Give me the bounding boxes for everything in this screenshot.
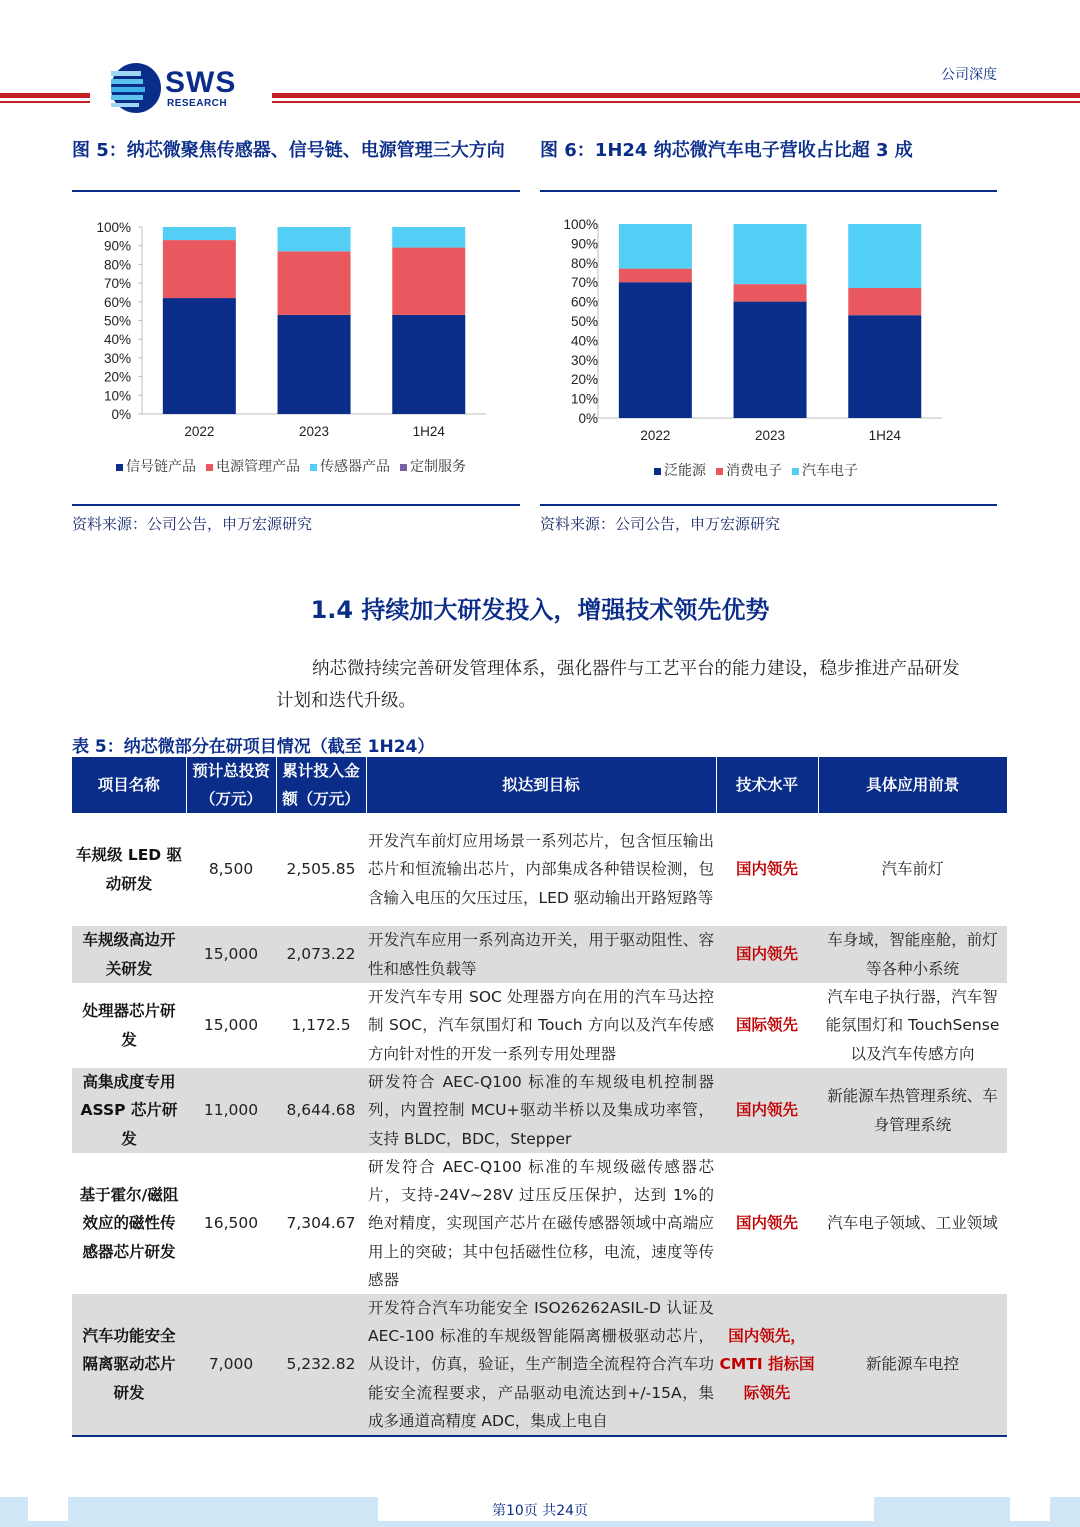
legend-swatch [116,464,123,471]
legend-swatch [310,464,317,471]
legend-label: 传感器产品 [320,459,390,475]
tech-level: 国内领先 [716,926,818,983]
y-tick-label: 80% [570,255,598,271]
legend-item [400,456,466,476]
legend-label: 汽车电子 [802,463,858,479]
bar-segment [392,227,465,248]
figure6-top-rule [540,190,997,192]
project-name: 高集成度专用 ASSP 芯片研发 [72,1068,186,1153]
header-rule-right-thin [272,101,1080,103]
x-tick-label: 2023 [299,424,330,439]
x-tick-label: 1H24 [868,428,901,443]
y-tick-label: 70% [103,276,131,292]
y-tick-label: 100% [563,217,598,232]
project-name: 车规级 LED 驱动研发 [75,846,183,893]
y-tick-label: 60% [103,294,131,310]
bar-segment [163,298,236,414]
project-name: 车规级高边开关研发 [72,926,186,983]
total-investment: 11,000 [186,1068,276,1153]
bar-segment [848,288,921,315]
y-tick-label: 30% [103,350,131,366]
projects-table [72,757,1007,1437]
y-tick-label: 40% [103,332,131,348]
y-tick-label: 10% [103,388,131,404]
project-goal: 研发符合 AEC-Q100 标准的车规级磁传感器芯片，支持-24V~28V 过压反压保护，达到 1%的绝对精度，实现国产芯片在磁传感器领域中高端应用上的突破；其中包括磁性位移，电流，速度等传感器 [368,1158,714,1289]
legend-label: 电源管理产品 [216,459,300,475]
bar-segment [734,302,807,418]
bar-segment [734,284,807,301]
header-rule-right [272,93,1080,98]
table-header-row [72,757,1007,813]
x-tick-label: 2022 [184,424,215,439]
table-row [72,1153,1007,1294]
application: 汽车电子领域、工业领域 [827,1214,998,1233]
table-row [72,983,1007,1068]
cumulative-investment: 5,232.82 [276,1294,366,1436]
bar-segment [848,315,921,418]
figure5-top-rule [72,190,520,192]
legend-swatch [716,468,723,475]
header-total-investment: 预计总投资（万元） [186,757,276,813]
y-tick-label: 100% [96,220,131,235]
tech-level: 国际领先 [735,1016,798,1035]
legend-label: 定制服务 [410,459,466,475]
project-goal: 开发汽车专用 SOC 处理器方向在用的汽车马达控制 SOC，汽车氛围灯和 Touch 方向以及汽车传感方向针对性的开发一系列专用处理器 [368,988,714,1063]
legend-item [792,460,858,480]
table-row [72,1294,1007,1436]
cumulative-investment: 8,644.68 [276,1068,366,1153]
cumulative-investment: 7,304.67 [286,1214,356,1233]
header-rule-left-thin [0,101,90,103]
application: 车身域，智能座舱，前灯等各种小系统 [818,926,1007,983]
bar-segment [619,269,692,283]
project-goal: 开发汽车应用一系列高边开关，用于驱动阻性、容性和感性负载等 [366,926,716,983]
figure5-legend [116,456,466,476]
y-tick-label: 70% [570,275,598,291]
tech-level: 国内领先，CMTI 指标国际领先 [716,1294,818,1436]
project-goal: 开发符合汽车功能安全 ISO26262ASIL-D 认证及 AEC-100 标准的车规级智能隔离栅极驱动芯片，从设计，仿真，验证，生产制造全流程符合汽车功能安全流程要求，产品驱动电流达到+/-15A，集成多通道高精度 ADC，集成上电自 [366,1294,716,1436]
legend-label: 消费电子 [726,463,782,479]
figure5-chart [72,210,520,450]
bar-segment [163,227,236,240]
y-tick-label: 40% [570,333,598,349]
x-tick-label: 2022 [640,428,671,443]
y-tick-label: 80% [103,257,131,273]
header-cumulative-investment: 累计投入金额（万元） [276,757,366,813]
application: 新能源车电控 [818,1294,1007,1436]
header-tech-level: 技术水平 [716,757,818,813]
figure5-source: 资料来源：公司公告，申万宏源研究 [72,515,313,533]
table-row [72,926,1007,983]
total-investment: 7,000 [186,1294,276,1436]
y-tick-label: 30% [570,352,598,368]
project-name: 基于霍尔/磁阻效应的磁性传感器芯片研发 [79,1186,179,1261]
application: 新能源车热管理系统、车身管理系统 [818,1068,1007,1153]
bar-segment [392,315,465,414]
legend-item [206,456,300,476]
legend-swatch [654,468,661,475]
bar-segment [734,224,807,284]
figure6-source: 资料来源：公司公告，申万宏源研究 [540,515,781,533]
figure6-legend [654,460,858,480]
cumulative-investment: 2,073.22 [276,926,366,983]
bar-segment [619,224,692,269]
section-title: 1.4 持续加大研发投入，增强技术领先优势 [310,596,770,624]
y-tick-label: 0% [111,407,131,422]
report-category: 公司深度 [941,67,997,83]
tech-level: 国内领先 [716,1068,818,1153]
legend-item [716,460,782,480]
figure5-title: 图 5：纳芯微聚焦传感器、信号链、电源管理三大方向 [72,140,505,161]
application: 汽车电子执行器，汽车智能氛围灯和 TouchSense 以及汽车传感方向 [825,988,1000,1063]
total-investment: 16,500 [203,1214,259,1233]
application: 汽车前灯 [881,860,944,879]
legend-item [654,460,706,480]
tech-level: 国内领先 [735,1214,798,1233]
figure6-chart [540,210,997,450]
x-tick-label: 2023 [755,428,786,443]
y-tick-label: 90% [570,236,598,252]
logo-wordmark: SWS [165,66,237,99]
table-row [72,1068,1007,1153]
project-goal: 研发符合 AEC-Q100 标准的车规级电机控制器列，内置控制 MCU+驱动半桥以及集成功率管，支持 BLDC，BDC，Stepper [366,1068,716,1153]
project-name: 汽车功能安全隔离驱动芯片研发 [72,1294,186,1436]
header-rule-left [0,93,90,98]
section-paragraph-line2: 计划和迭代升级。 [276,691,416,711]
y-tick-label: 0% [578,411,598,426]
legend-swatch [206,464,213,471]
legend-swatch [792,468,799,475]
total-investment: 15,000 [186,926,276,983]
total-investment: 15,000 [203,1016,259,1035]
logo-subtitle: RESEARCH [167,98,228,109]
bar-segment [163,240,236,298]
sws-logo-icon [108,62,164,114]
table-row [72,813,1007,926]
bar-segment [278,315,351,414]
bar-segment [392,248,465,315]
legend-label: 泛能源 [664,463,706,479]
legend-swatch [400,464,407,471]
table-title: 表 5：纳芯微部分在研项目情况（截至 1H24） [72,737,435,757]
header-goal: 拟达到目标 [366,757,716,813]
project-name: 处理器芯片研发 [82,1002,176,1049]
x-tick-label: 1H24 [412,424,445,439]
figure5-bottom-rule [72,504,520,506]
y-tick-label: 10% [570,391,598,407]
header-project-name: 项目名称 [72,757,186,813]
bar-segment [619,282,692,418]
bar-segment [848,224,921,288]
legend-item [310,456,390,476]
cumulative-investment: 1,172.5 [291,1016,351,1035]
y-tick-label: 20% [103,369,131,385]
project-goal: 开发汽车前灯应用场景一系列芯片，包含恒压输出芯片和恒流输出芯片，内部集成各种错误检测，包含输入电压的欠压过压，LED 驱动输出开路短路等 [368,832,714,907]
bar-segment [278,251,351,315]
y-tick-label: 50% [103,313,131,329]
y-tick-label: 20% [570,372,598,388]
legend-label: 信号链产品 [126,459,196,475]
cumulative-investment: 2,505.85 [286,860,356,879]
section-paragraph-line1: 纳芯微持续完善研发管理体系，强化器件与工艺平台的能力建设，稳步推进产品研发 [312,659,960,679]
y-tick-label: 50% [570,314,598,329]
tech-level: 国内领先 [735,860,798,879]
bar-segment [278,227,351,251]
legend-item [116,456,196,476]
total-investment: 8,500 [208,860,254,879]
y-tick-label: 90% [103,238,131,254]
figure6-bottom-rule [540,504,997,506]
page-number: 第10页 共24页 [491,1503,589,1519]
figure6-title: 图 6：1H24 纳芯微汽车电子营收占比超 3 成 [540,140,913,161]
y-tick-label: 60% [570,294,598,310]
header-application: 具体应用前景 [818,757,1007,813]
